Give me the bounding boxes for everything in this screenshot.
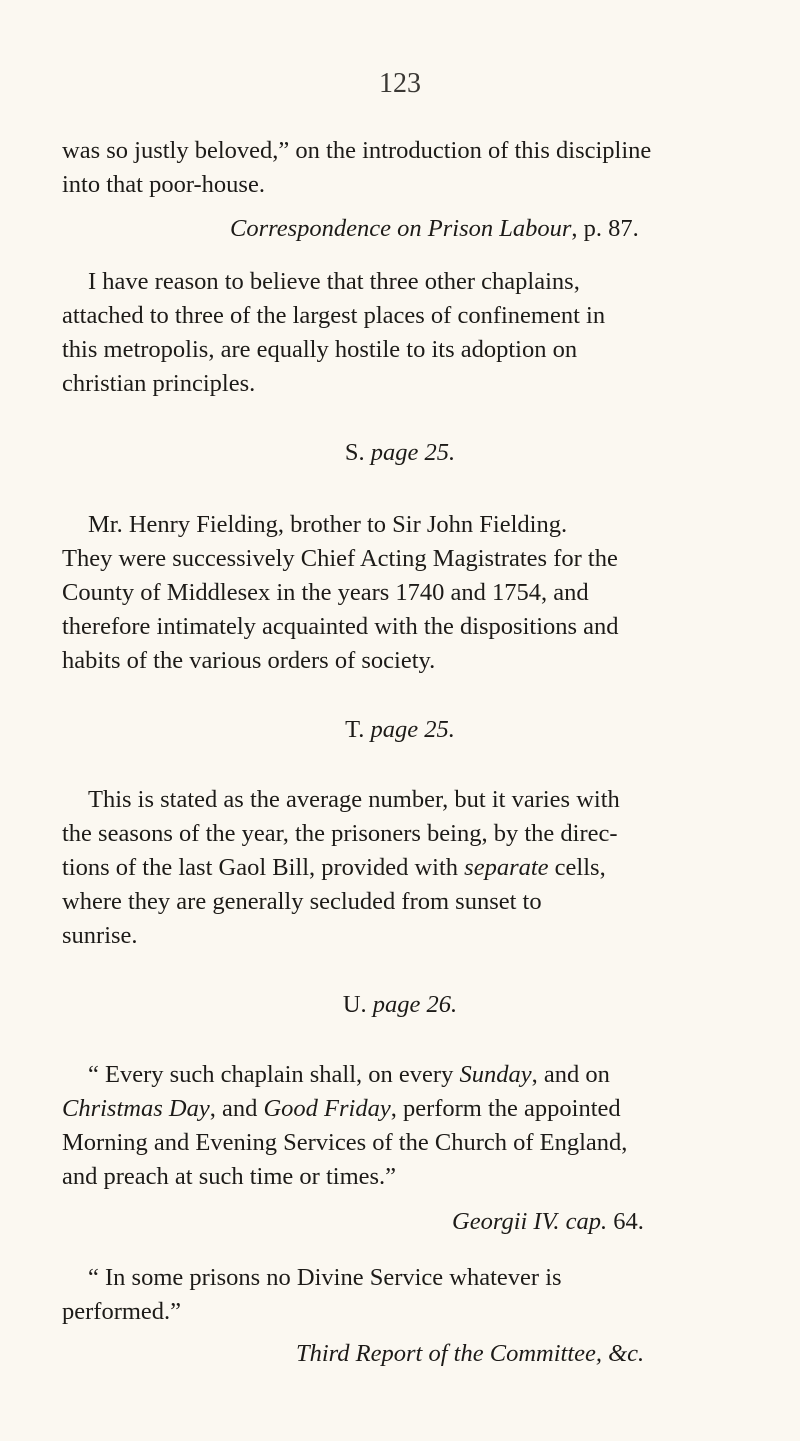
text-line: into that poor-house. <box>62 171 265 198</box>
text-run: cells, <box>548 854 606 881</box>
citation-title: Correspondence on Prison Labour <box>230 215 572 242</box>
citation: Third Report of the Committee, &c. <box>296 1340 645 1367</box>
note-page: page 26. <box>372 991 458 1018</box>
text-line: performed.” <box>62 1298 182 1325</box>
text-line: sunrise. <box>62 922 138 949</box>
text-line: “ In some prisons no Divine Service whatever is <box>88 1264 562 1291</box>
text-line <box>62 854 606 882</box>
text-run: “ Every such chaplain shall, on every <box>88 1061 460 1088</box>
text-line: and preach at such time or times.” <box>62 1163 397 1190</box>
text-line <box>88 1061 610 1089</box>
citation-title: Georgii IV. cap. <box>452 1208 608 1235</box>
page-number: 123 <box>379 68 421 99</box>
text-run: tions of the last Gaol Bill, provided with <box>62 854 465 881</box>
text-line: I have reason to believe that three other chaplains, <box>88 268 580 295</box>
note-letter: T. <box>345 716 365 743</box>
text-line: therefore intimately acquainted with the dispositions and <box>62 613 619 640</box>
text-line: was so justly beloved,” on the introduction of this discipline <box>62 137 652 164</box>
text-line: the seasons of the year, the prisoners being, by the direc- <box>62 820 618 847</box>
text-line: Mr. Henry Fielding, brother to Sir John Fielding. <box>88 511 568 538</box>
citation-number: 64. <box>607 1208 644 1235</box>
emphasis: Good Friday <box>263 1095 391 1122</box>
text-line: this metropolis, are equally hostile to its adoption on <box>62 336 578 363</box>
note-heading-t <box>0 716 800 744</box>
text-line: habits of the various orders of society. <box>62 647 436 674</box>
note-page: page 25. <box>370 716 455 743</box>
text-line <box>62 1095 621 1123</box>
note-letter: S. <box>344 439 365 466</box>
note-letter: U. <box>342 991 367 1018</box>
note-page: page 25. <box>370 439 456 466</box>
text-line: This is stated as the average number, but it varies with <box>88 786 620 813</box>
text-line: They were successively Chief Acting Magistrates for the <box>62 545 618 572</box>
text-line: where they are generally secluded from sunset to <box>62 888 542 915</box>
citation <box>452 1208 644 1236</box>
text-run: , and on <box>531 1061 610 1088</box>
emphasis: Sunday <box>459 1061 532 1088</box>
citation-page: , p. 87. <box>571 215 639 242</box>
note-heading-s <box>0 439 800 467</box>
emphasis: Christmas Day <box>62 1095 210 1122</box>
citation <box>230 215 639 243</box>
text-run: , perform the appointed <box>390 1095 621 1122</box>
note-heading-u <box>0 991 800 1019</box>
text-line: Morning and Evening Services of the Church of England, <box>62 1129 628 1156</box>
text-line: attached to three of the largest places of confinement in <box>62 302 606 329</box>
text-run: , and <box>209 1095 264 1122</box>
text-line: County of Middlesex in the years 1740 and 1754, and <box>62 579 589 606</box>
emphasis: separate <box>464 854 549 881</box>
text-line: christian principles. <box>62 370 256 397</box>
